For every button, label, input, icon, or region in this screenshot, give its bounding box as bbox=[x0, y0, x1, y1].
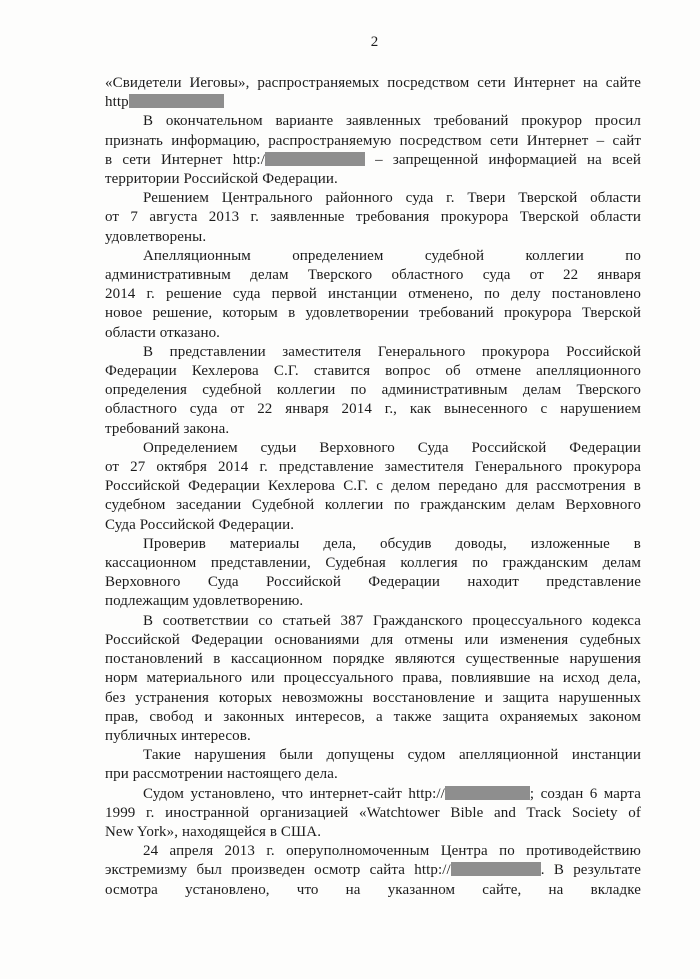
text-line: Российской Федерации Кехлерова С.Г. с делом передано для рассмотрения в bbox=[105, 478, 641, 495]
text-line: Федерации Кехлерова С.Г. ставится вопрос об отмене апелляционного bbox=[105, 363, 641, 380]
text-line: территории Российской Федерации. bbox=[105, 171, 338, 188]
text-line: Такие нарушения были допущены судом апелляционной инстанции bbox=[143, 747, 641, 764]
text-line: признать информацию, распространяемую посредством сети Интернет – сайт bbox=[105, 132, 641, 149]
text-line: В окончательном варианте заявленных требований прокурор просил bbox=[143, 113, 641, 130]
paragraph bbox=[105, 112, 641, 189]
paragraph bbox=[105, 189, 641, 247]
redaction-box bbox=[451, 862, 541, 876]
text-line: постановлений в кассационном порядке являются существенные нарушения bbox=[105, 651, 641, 668]
paragraph bbox=[105, 785, 641, 843]
text-line: прав, свобод и законных интересов, а также защита охраняемых законом bbox=[105, 708, 641, 725]
text-line: области отказано. bbox=[105, 324, 221, 341]
text-line: без устранения которых невозможны восстановление и защита нарушенных bbox=[105, 689, 641, 706]
text-line: новое решение, которым в удовлетворении требований прокурора Тверской bbox=[105, 305, 641, 322]
text-line: определения судебной коллегии по административным делам Тверского bbox=[105, 382, 641, 399]
text-line: публичных интересов. bbox=[105, 727, 251, 744]
paragraph bbox=[105, 74, 641, 112]
text-line: «Свидетели Иеговы», распространяемых посредством сети Интернет на сайте bbox=[105, 75, 641, 91]
text-line: Судом установлено, что интернет-сайт http:// ; создан 6 марта bbox=[143, 785, 641, 802]
paragraph bbox=[105, 842, 641, 900]
text-line: Определением судьи Верховного Суда Российской Федерации bbox=[143, 439, 641, 456]
text-line: 1999 г. иностранной организацией «Watchtower Bible and Track Society of bbox=[105, 804, 641, 821]
text-line: Верховного Суда Российской Федерации находит представление bbox=[105, 574, 641, 591]
text-line: административным делам Тверского областного суда от 22 января bbox=[105, 267, 641, 284]
paragraph bbox=[105, 535, 641, 612]
page-number: 2 bbox=[370, 34, 379, 50]
text-line: областного суда от 22 января 2014 г., как вынесенного с нарушением bbox=[105, 401, 641, 418]
text-line: Апелляционным определением судебной коллегии по bbox=[143, 247, 641, 264]
text-line: от 7 августа 2013 г. заявленные требования прокурора Тверской области bbox=[105, 209, 641, 226]
paragraph bbox=[105, 343, 641, 439]
text-line: в сети Интернет http:/ – запрещенной информацией на всей bbox=[105, 151, 641, 168]
redaction-box bbox=[129, 94, 224, 108]
text-line: от 27 октября 2014 г. представление заместителя Генерального прокурора bbox=[105, 459, 641, 476]
paragraph bbox=[105, 746, 641, 784]
redaction-box bbox=[445, 786, 530, 800]
text-line: Решением Центрального районного суда г. Твери Тверской области bbox=[143, 190, 641, 207]
text-line: при рассмотрении настоящего дела. bbox=[105, 766, 338, 783]
text-line: New York», находящейся в США. bbox=[105, 823, 322, 840]
text-line: В соответствии со статьей 387 Гражданского процессуального кодекса bbox=[143, 612, 641, 629]
text-line: подлежащим удовлетворению. bbox=[105, 593, 304, 610]
text-line: норм материального или процессуального права, повлиявшие на исход дела, bbox=[105, 670, 641, 687]
text-line: 24 апреля 2013 г. оперуполномоченным Центра по противодействию bbox=[143, 843, 641, 860]
paragraph bbox=[105, 439, 641, 535]
text-line: Российской Федерации основаниями для отмены или изменения судебных bbox=[105, 631, 641, 648]
paragraph bbox=[105, 247, 641, 343]
text-line: судебном заседании Судебной коллегии по гражданским делам Верховного bbox=[105, 497, 641, 514]
document-body bbox=[105, 74, 641, 900]
text-line: http bbox=[105, 93, 641, 112]
text-line: осмотра установлено, что на указанном сайте, на вкладке bbox=[105, 881, 641, 898]
text-line: удовлетворены. bbox=[105, 228, 207, 245]
text-line: экстремизму был произведен осмотр сайта http:// . В результате bbox=[105, 862, 641, 879]
paragraph bbox=[105, 612, 641, 746]
redaction-box bbox=[265, 152, 365, 166]
text-line: Суда Российской Федерации. bbox=[105, 516, 295, 533]
text-line: В представлении заместителя Генерального прокурора Российской bbox=[143, 343, 641, 360]
text-line: 2014 г. решение суда первой инстанции отменено, по делу постановлено bbox=[105, 286, 641, 303]
text-line: Проверив материалы дела, обсудив доводы, изложенные в bbox=[143, 535, 641, 552]
text-line: требований закона. bbox=[105, 420, 230, 437]
text-line: кассационном представлении, Судебная коллегия по гражданским делам bbox=[105, 555, 641, 572]
